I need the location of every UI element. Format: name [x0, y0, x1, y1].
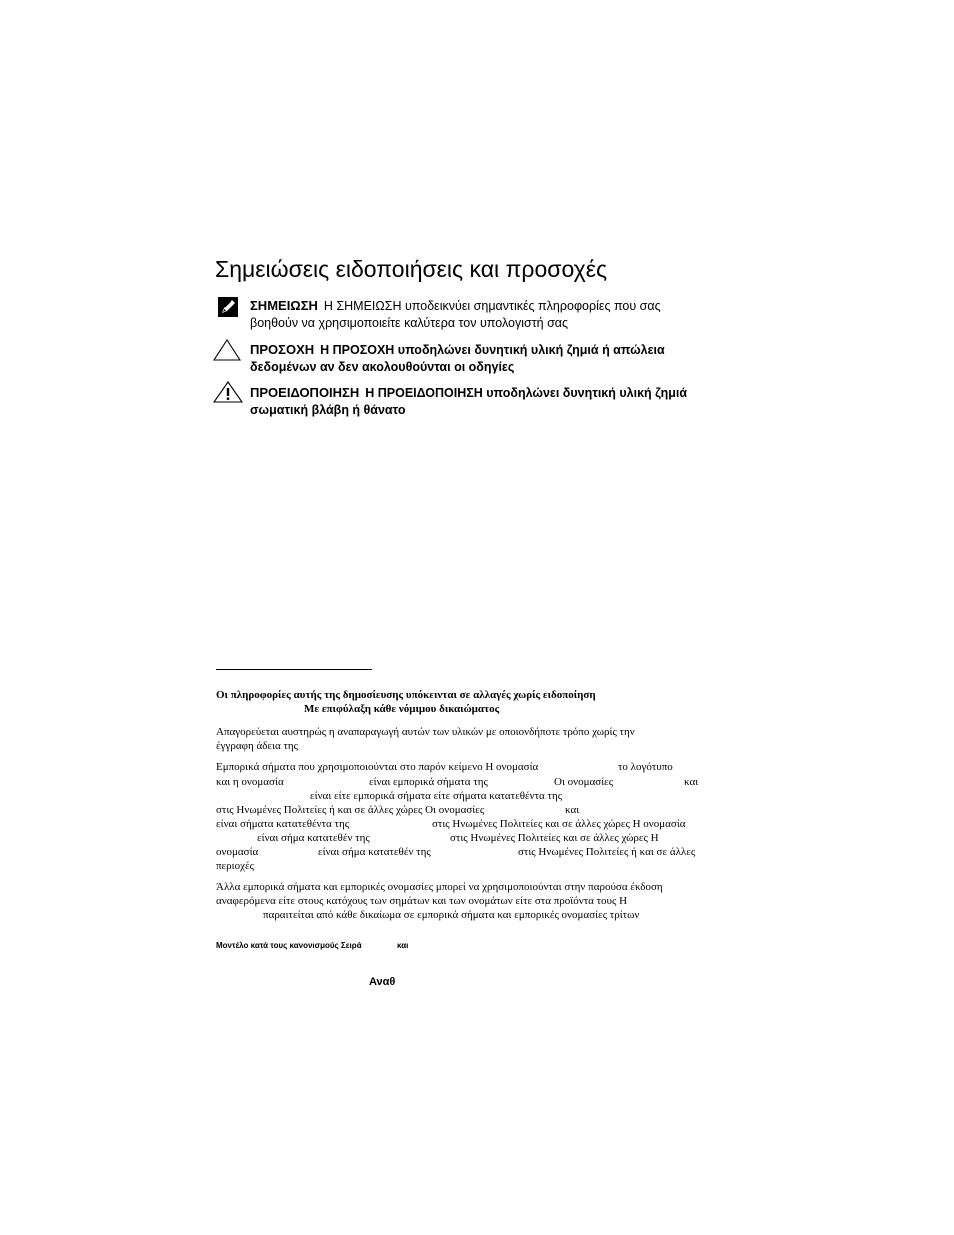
caution-text-line1: Η ΠΡΟΣΟΧΗ υποδηλώνει δυνητική υλική ζημιά ή απώλεια [320, 343, 665, 357]
trademark-line2c: Οι ονομασίες [554, 776, 614, 788]
trademark-line2b: είναι εμπορικά σήματα της [369, 776, 488, 788]
trademark-line7c: στις Ηνωμένες Πολιτείες ή και σε άλλες [518, 846, 696, 858]
note-notice [212, 297, 732, 333]
copyright-line1: Απαγορεύεται αυστηρώς η αναπαραγωγή αυτών των υλικών με οποιονδήποτε τρόπο χωρίς την [216, 726, 635, 738]
trademark-line5b: στις Ηνωμένες Πολιτείες και σε άλλες χώρες Η ονομασία [432, 818, 686, 830]
warning-text-line1: Η ΠΡΟΕΙΔΟΠΟΙΗΣΗ υποδηλώνει δυνητική υλική ζημιά [365, 386, 688, 400]
legal-notice-line2: Με επιφύλαξη κάθε νόμιμου δικαιώματος [304, 703, 500, 715]
caution-label: ΠΡΟΣΟΧΗ [250, 342, 315, 357]
caution-text-line2: δεδομένων αν δεν ακολουθούνται οι οδηγίες [250, 360, 515, 374]
trademark-line6a: είναι σήμα κατατεθέν της [257, 832, 370, 844]
trademark-line4b: και [565, 804, 580, 816]
trademark-line2a: και η ονομασία [216, 776, 284, 788]
page-title: Σημειώσεις ειδοποιήσεις και προσοχές [215, 256, 608, 282]
note-text-line2: βοηθούν να χρησιμοποιείτε καλύτερα τον υπολογιστή σας [250, 316, 569, 330]
regulatory-model-and: και [397, 941, 409, 950]
note-pencil-icon [212, 297, 242, 321]
note-label: ΣΗΜΕΙΩΣΗ [250, 298, 318, 313]
caution-triangle-icon [212, 341, 242, 365]
legal-notice-line1: Οι πληροφορίες αυτής της δημοσίευσης υπόκεινται σε αλλαγές χωρίς ειδοποίηση [216, 689, 596, 701]
other-trademarks-line1: Άλλα εμπορικά σήματα και εμπορικές ονομασίες μπορεί να χρησιμοποιούνται στην παρούσα έκδοση [216, 881, 663, 893]
trademark-line1b: το λογότυπο [618, 761, 673, 773]
other-trademarks-line3: παραιτείται από κάθε δικαίωμα σε εμπορικά σήματα και εμπορικές ονομασίες τρίτων [263, 909, 640, 921]
trademark-line7b: είναι σήμα κατατεθέν της [318, 846, 431, 858]
caution-notice [212, 341, 732, 377]
warning-notice [212, 384, 732, 420]
regulatory-model-label: Μοντέλο κατά τους κανονισμούς Σειρά [216, 941, 362, 950]
trademark-line2d: και [684, 776, 699, 788]
trademark-line7a: ονομασία [216, 846, 259, 858]
other-trademarks-line2: αναφερόμενα είτε στους κατόχους των σημάτων και των ονομάτων είτε στα προϊόντα τους Η [216, 895, 628, 907]
trademark-line3: είναι είτε εμπορικά σήματα είτε σήματα κατατεθέντα της [310, 790, 563, 802]
trademark-line8: περιοχές [216, 860, 254, 872]
note-text-line1: Η ΣΗΜΕΙΩΣΗ υποδεικνύει σημαντικές πληροφορίες που σας [323, 299, 661, 313]
footnote-rule [216, 669, 372, 670]
warning-text-line2: σωματική βλάβη ή θάνατο [250, 403, 406, 417]
trademark-line5a: είναι σήματα κατατεθέντα της [216, 818, 350, 830]
copyright-line2: έγγραφη άδεια της [216, 740, 299, 752]
trademark-line6b: στις Ηνωμένες Πολιτείες και σε άλλες χώρες Η [450, 832, 659, 844]
trademark-line4a: στις Ηνωμένες Πολιτείες ή και σε άλλες χώρες Οι ονομασίες [216, 804, 485, 816]
trademark-line1a: Εμπορικά σήματα που χρησιμοποιούνται στο παρόν κείμενο Η ονομασία [216, 761, 539, 773]
warning-label: ΠΡΟΕΙΔΟΠΟΙΗΣΗ [250, 385, 360, 400]
warning-exclamation-icon [212, 384, 242, 408]
revision-label: Αναθ [369, 976, 396, 988]
